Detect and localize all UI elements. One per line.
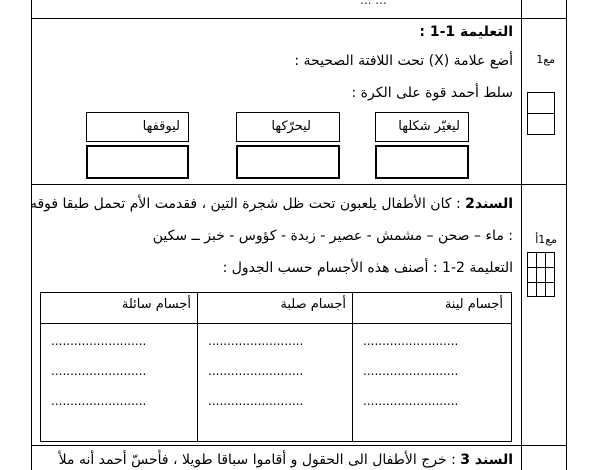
answer-box-1[interactable]	[375, 145, 469, 179]
choice-label-box-3	[86, 112, 189, 142]
choice-label-1: ليغيّر شكلها	[398, 119, 460, 134]
classification-table	[40, 292, 512, 442]
instruction-1-1-title: التعليمة 1-1 :	[419, 24, 513, 40]
question-text: سلط أحمد قوة على الكرة :	[351, 85, 513, 101]
frame-left-border	[31, 0, 32, 470]
sanad-2-text: : كان الأطفال يلعبون تحت ظل شجرة التين ، فقدمت الأم تحمل طبقا فوقه	[29, 196, 466, 212]
criterion-label-2: مع1أ	[535, 233, 557, 246]
dots-soft-2[interactable]: .........................	[363, 364, 459, 378]
table-col-divider-1	[197, 293, 198, 441]
table-header-solid: أجسام صلبة	[280, 297, 346, 312]
answer-box-2[interactable]	[236, 145, 340, 179]
instruction-1-1-text: أضع علامة (X) تحت اللافتة الصحيحة :	[294, 53, 513, 69]
instruction-2-1: التعليمة 2-1 : أصنف هذه الأجسام حسب الجدول :	[222, 260, 513, 276]
section-divider-1	[31, 184, 566, 185]
dots-solid-3[interactable]: .........................	[208, 394, 304, 408]
frame-right-border	[566, 0, 567, 470]
top-cutoff-text: ... ...	[360, 0, 387, 7]
section-divider-top	[31, 18, 566, 19]
sanad-2-label: السند2	[465, 196, 513, 212]
dots-soft-3[interactable]: .........................	[363, 394, 459, 408]
choice-label-3: ليوقفها	[142, 119, 180, 134]
section-divider-2	[31, 445, 566, 446]
criterion-label: مع1	[536, 53, 555, 66]
criterion-grid-cell-2[interactable]	[527, 113, 555, 135]
sanad-3-label: السند 3	[460, 452, 513, 468]
choice-label-box-2	[236, 112, 340, 142]
choice-label-box-1	[375, 112, 469, 142]
items-line: : ماء – صحن – مشمش - عصير - زبدة - كؤوس - خبز ــ سكين	[152, 228, 513, 244]
frame-mid-border	[521, 0, 522, 470]
dots-liquid-1[interactable]: .........................	[51, 334, 147, 348]
answer-box-3[interactable]	[86, 145, 189, 179]
dots-solid-1[interactable]: .........................	[208, 334, 304, 348]
criterion-grid-h1	[528, 267, 554, 268]
criterion-grid-v2	[545, 253, 546, 296]
dots-soft-1[interactable]: .........................	[363, 334, 459, 348]
sanad-3-line	[59, 452, 513, 468]
sanad-3-text: : خرج الأطفال الى الحقول و أقاموا سباقا طويلا ، فأحسّ أحمد أنه ملأ	[58, 452, 461, 468]
criterion-grid-cell-1[interactable]	[527, 92, 555, 114]
criterion-grid-h2	[528, 282, 554, 283]
table-col-divider-2	[352, 293, 353, 441]
criterion-grid-v1	[536, 253, 537, 296]
criterion-grid-2	[527, 252, 555, 297]
table-header-liquid: أجسام سائلة	[121, 297, 191, 312]
sanad-2-line	[30, 196, 513, 212]
table-header-divider	[41, 323, 511, 324]
dots-solid-2[interactable]: .........................	[208, 364, 304, 378]
choice-label-2: ليحرّكها	[271, 119, 311, 134]
dots-liquid-2[interactable]: .........................	[51, 364, 147, 378]
dots-liquid-3[interactable]: .........................	[51, 394, 147, 408]
table-header-soft: أجسام لينة	[444, 297, 503, 312]
